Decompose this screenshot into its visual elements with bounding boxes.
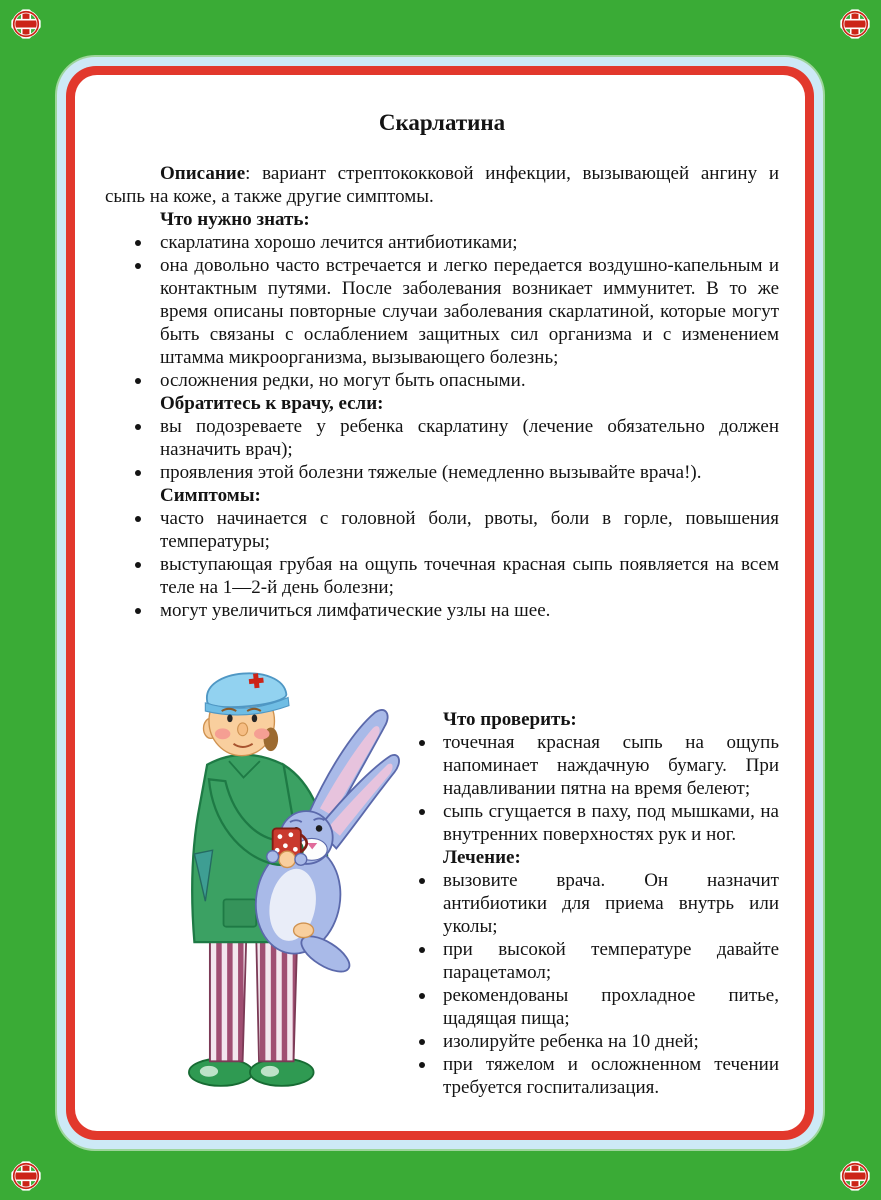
page-title: Скарлатина (378, 110, 506, 135)
section-heading-see-doctor: Обратитесь к врачу, если: (160, 392, 384, 414)
list-item: проявления этой болезни тяжелые (немедленно вызывайте врача!). (105, 462, 779, 485)
red-cross-icon (839, 1160, 871, 1192)
section-heading-symptoms: Симптомы: (160, 484, 261, 506)
list-item: могут увеличиться лимфатические узлы на шее. (105, 600, 779, 623)
list-item: при тяжелом и осложненном течении требуется госпитализация. (417, 1054, 779, 1100)
list-item: точечная красная сыпь на ощупь напоминает наждачную бумагу. При надавливании пятна на время белеют; (417, 732, 779, 801)
red-cross-icon (839, 8, 871, 40)
red-cross-icon (10, 8, 42, 40)
description-paragraph (105, 163, 779, 209)
list-item: при высокой температуре давайте парацетамол; (417, 939, 779, 985)
list-item: рекомендованы прохладное питье, щадящая пища; (417, 985, 779, 1031)
card-content (75, 75, 805, 1131)
card-red-border (66, 66, 814, 1140)
check-list (417, 732, 779, 847)
nurse-with-rabbit-illustration (105, 626, 413, 1100)
section-heading-check: Что проверить: (443, 708, 577, 730)
list-item: она довольно часто встречается и легко передается воздушно-капельным и контактным путями. После заболевания возникает иммунитет. В то же время описаны повторные случаи заболевания скарлатиной, которые могут быть связаны с ослаблением защитных сил организма и с изменением штамма микроорганизма, вызывающего болезнь; (105, 255, 779, 370)
list-item: скарлатина хорошо лечится антибиотиками; (105, 232, 779, 255)
bottom-region (105, 626, 779, 1100)
list-item: сыпь сгущается в паху, под мышками, на внутренних поверхностях рук и ног. (417, 801, 779, 847)
red-cross-icon (10, 1160, 42, 1192)
list-item: часто начинается с головной боли, рвоты, боли в горле, повышения температуры; (105, 508, 779, 554)
treatment-list (417, 870, 779, 1100)
list-item: вызовите врача. Он назначит антибиотики для приема внутрь или уколы; (417, 870, 779, 939)
info-card (57, 57, 823, 1149)
list-item: изолируйте ребенка на 10 дней; (417, 1031, 779, 1054)
section-heading-know: Что нужно знать: (160, 208, 310, 230)
right-column (413, 709, 779, 1100)
symptoms-list (105, 508, 779, 623)
list-item: осложнения редки, но могут быть опасными. (105, 370, 779, 393)
description-text: : вариант стрептококковой инфекции, вызывающей ангину и сыпь на коже, а также другие симптомы. (105, 162, 779, 207)
section-heading-treatment: Лечение: (443, 846, 521, 868)
know-list (105, 232, 779, 393)
list-item: выступающая грубая на ощупь точечная красная сыпь появляется на всем теле на 1—2-й день болезни; (105, 554, 779, 600)
list-item: вы подозреваете у ребенка скарлатину (лечение обязательно должен назначить врач); (105, 416, 779, 462)
description-label: Описание (160, 162, 246, 184)
see-doctor-list (105, 416, 779, 485)
